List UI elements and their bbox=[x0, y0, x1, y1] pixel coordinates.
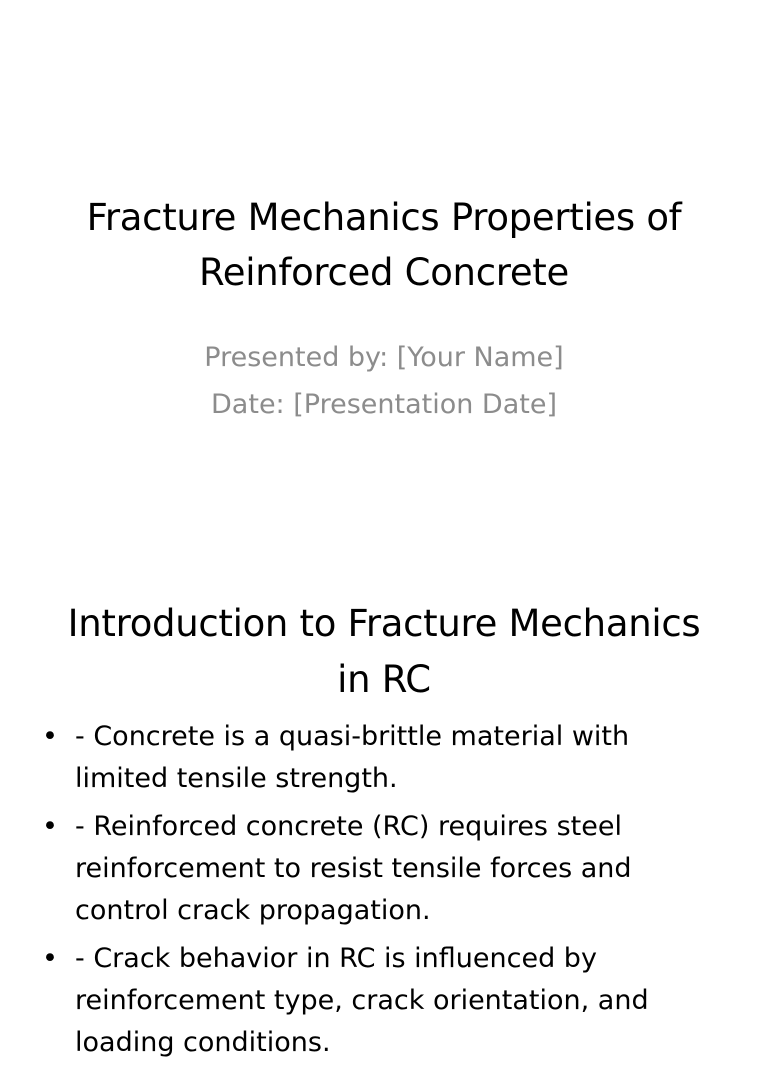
bullet-line: loading conditions. bbox=[75, 1027, 331, 1058]
slide-subtitle bbox=[30, 334, 738, 428]
introduction-slide bbox=[0, 576, 768, 1058]
bullet-line: reinforcement type, crack orientation, and bbox=[75, 985, 649, 1016]
date-line: Date: [Presentation Date] bbox=[211, 389, 557, 420]
bullet-dot-icon: • bbox=[42, 943, 58, 974]
slide-title-line: in RC bbox=[337, 658, 431, 701]
bullet-line: reinforcement to resist tensile forces and bbox=[75, 853, 632, 884]
presenter-line: Presented by: [Your Name] bbox=[204, 342, 564, 373]
bullet-item bbox=[40, 938, 738, 1064]
bullet-dot-icon: • bbox=[42, 721, 58, 752]
slide-title-line: Introduction to Fracture Mechanics bbox=[67, 602, 701, 645]
bullet-line: control crack propagation. bbox=[75, 895, 431, 926]
bullet-item bbox=[40, 806, 738, 932]
bullet-line: limited tensile strength. bbox=[75, 763, 398, 794]
bullet-item bbox=[40, 716, 738, 800]
bullet-dot-icon: • bbox=[42, 811, 58, 842]
bullet-line: - Crack behavior in RC is influenced by bbox=[75, 943, 597, 974]
slide-title bbox=[30, 190, 738, 300]
slide-title-line: Reinforced Concrete bbox=[199, 251, 569, 294]
bullet-list bbox=[40, 716, 738, 1070]
bullet-line: - Concrete is a quasi-brittle material with bbox=[75, 721, 630, 752]
slide-title bbox=[20, 596, 748, 708]
bullet-line: - Reinforced concrete (RC) requires steel bbox=[75, 811, 622, 842]
slide-title-line: Fracture Mechanics Properties of bbox=[86, 196, 682, 239]
